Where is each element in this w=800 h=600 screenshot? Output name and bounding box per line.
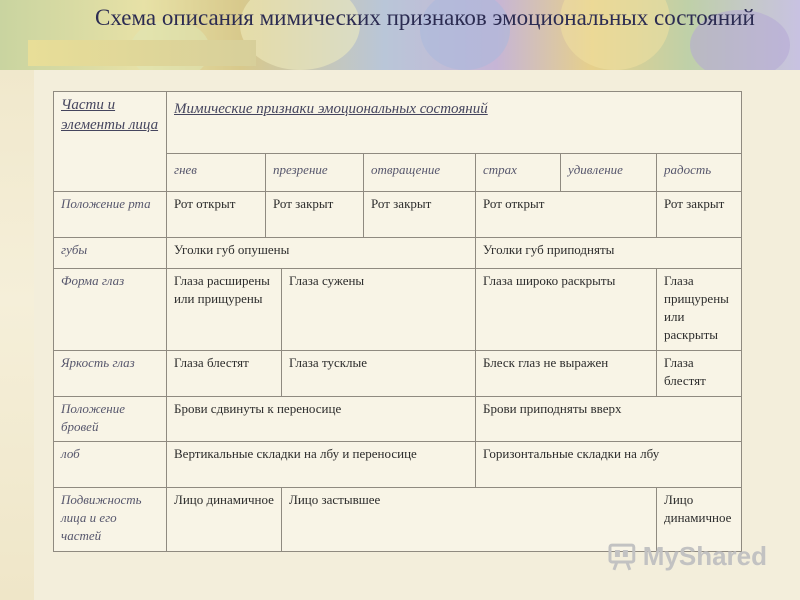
cell-eye-shape-joy: Глаза прищурены или раскрыты [657, 269, 742, 351]
cell-mouth-anger: Рот открыт [167, 192, 266, 238]
slide-title: Схема описания мимических признаков эмоциональных состояний [95, 5, 755, 30]
emotion-signs-table [53, 91, 742, 552]
cell-brows-negative: Брови сдвинуты к переносице [167, 397, 476, 442]
cell-forehead-positive: Горизонтальные складки на лбу [476, 442, 742, 488]
emotion-surprise: удивление [561, 154, 657, 192]
parts-header: Части и элементы лица [54, 92, 167, 192]
emotion-joy: радость [657, 154, 742, 192]
cell-brows-positive: Брови приподняты вверх [476, 397, 742, 442]
cell-mouth-disgust: Рот закрыт [364, 192, 476, 238]
table-row [54, 397, 742, 442]
myshared-logo-icon [607, 539, 641, 573]
background-left-strip [0, 0, 34, 600]
cell-eye-shape-fear-surprise: Глаза широко раскрыты [476, 269, 657, 351]
table-header-row [54, 92, 742, 154]
emotion-contempt: презрение [266, 154, 364, 192]
row-label-forehead: лоб [54, 442, 167, 488]
cell-mobility-joy: Лицо динамичное [657, 488, 742, 552]
cell-mouth-fear-surprise: Рот открыт [476, 192, 657, 238]
row-label-brows: Положение бровей [54, 397, 167, 442]
table-row [54, 442, 742, 488]
cell-lips-negative: Уголки губ опушены [167, 238, 476, 269]
cell-forehead-negative: Вертикальные складки на лбу и переносице [167, 442, 476, 488]
cell-mouth-contempt: Рот закрыт [266, 192, 364, 238]
row-label-eye-shape: Форма глаз [54, 269, 167, 351]
row-label-mobility: Подвижность лица и его частей [54, 488, 167, 552]
table-row [54, 238, 742, 269]
cell-mobility-middle: Лицо застывшее [282, 488, 657, 552]
title-accent-strip [28, 40, 256, 66]
row-label-lips: губы [54, 238, 167, 269]
table-row [54, 269, 742, 351]
cell-eye-brightness-fear-surprise: Блеск глаз не выражен [476, 351, 657, 397]
myshared-watermark [607, 538, 767, 574]
emotion-fear: страх [476, 154, 561, 192]
cell-mobility-anger: Лицо динамичное [167, 488, 282, 552]
cell-eye-shape-anger: Глаза расширены или прищурены [167, 269, 282, 351]
cell-eye-brightness-contempt-disgust: Глаза тусклые [282, 351, 476, 397]
signs-header: Мимические признаки эмоциональных состояний [167, 92, 742, 154]
cell-eye-shape-contempt-disgust: Глаза сужены [282, 269, 476, 351]
cell-eye-brightness-anger: Глаза блестят [167, 351, 282, 397]
table-row [54, 351, 742, 397]
cell-mouth-joy: Рот закрыт [657, 192, 742, 238]
table-row [54, 192, 742, 238]
cell-eye-brightness-joy: Глаза блестят [657, 351, 742, 397]
emotion-anger: гнев [167, 154, 266, 192]
watermark-text: MyShared [642, 540, 767, 571]
row-label-eye-brightness: Яркость глаз [54, 351, 167, 397]
row-label-mouth: Положение рта [54, 192, 167, 238]
cell-lips-positive: Уголки губ приподняты [476, 238, 742, 269]
emotion-disgust: отвращение [364, 154, 476, 192]
